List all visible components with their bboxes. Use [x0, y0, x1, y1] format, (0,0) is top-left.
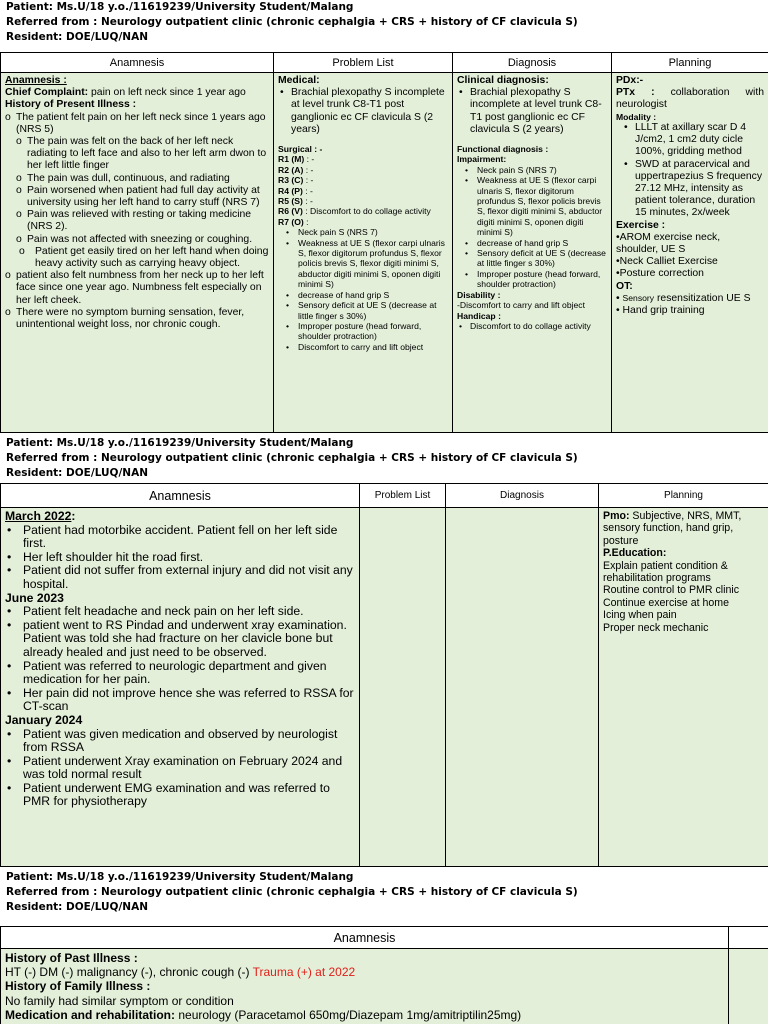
resident-info: Resident: DOE/LUQ/NAN	[6, 31, 148, 43]
problem-list-cell	[274, 73, 453, 433]
list-item: • decrease of hand grip S	[457, 238, 607, 248]
list-item: o Pain worsened when patient had full day activity at university using her left hand to carry stuff (NRS 7)	[16, 185, 269, 209]
ptx-line: PTx : collaboration with neurologist	[616, 87, 764, 111]
list-item: • Neck pain S (NRS 7)	[278, 227, 448, 237]
list-item: • Improper posture (head forward, shoulder protraction)	[457, 269, 607, 290]
page1-header	[0, 0, 768, 45]
impairment-list	[457, 165, 607, 290]
list-item: • Patient was given medication and observed by neurologist from RSSA	[5, 728, 355, 755]
hpi-label: History of Present Illness :	[5, 99, 137, 111]
impairment-label: Impairment:	[457, 154, 507, 165]
page1-table	[0, 52, 768, 433]
list-item: • Patient underwent Xray examination on February 2024 and was told normal result	[5, 755, 355, 782]
medication-line: Medication and rehabilitation: neurology (Paracetamol 650mg/Diazepam 1mg/amitriptilin25mg)	[5, 1007, 522, 1022]
education-item: Proper neck mechanic	[603, 621, 709, 634]
exercise-item: •Posture correction	[616, 268, 704, 280]
education-label: P.Education:	[603, 547, 667, 560]
list-item: • Weakness at UE S (flexor carpi ulnaris S, flexor digitorum profundus S, flexor policis brevis S, flexor digiti minimi S, abductor digiti minimi S, oponen digiti minimi S)	[278, 238, 448, 290]
r-item: R6 (V) : Discomfort to do collage activity	[278, 206, 431, 217]
col-anamnesis: Anamnesis	[1, 927, 729, 949]
list-item: • Sensory deficit at UE S (decrease at little finger s 30%)	[457, 248, 607, 269]
diagnosis-cell	[446, 508, 599, 867]
list-item: o Pain was not affected with sneezing or coughing.	[16, 234, 269, 246]
exercise-label: Exercise :	[616, 219, 666, 231]
clinical-diagnosis-label: Clinical diagnosis:	[457, 75, 549, 86]
col-anamnesis: Anamnesis	[1, 53, 274, 73]
section-heading: June 2023	[5, 590, 64, 605]
page2-table	[0, 483, 768, 867]
r7-list	[278, 227, 448, 352]
referral-info: Referred from : Neurology outpatient clinic (chronic cephalgia + CRS + history of CF clavicula S)	[6, 452, 578, 464]
disability-text: -Discomfort to carry and lift object	[457, 300, 585, 311]
list-item: o Pain was relieved with resting or taking medicine (NRS 2).	[16, 209, 269, 233]
list-item: • LLLT at axillary scar D 4 J/cm2, 1 cm2 duty cicle 100%, gridding method	[622, 122, 764, 159]
page3-header	[0, 870, 768, 915]
history-list	[5, 524, 355, 592]
medical-label: Medical:	[278, 75, 320, 86]
resident-info: Resident: DOE/LUQ/NAN	[6, 901, 148, 913]
planning-cell	[599, 508, 768, 867]
patient-info: Patient: Ms.U/18 y.o./11619239/University Student/Malang	[6, 437, 354, 449]
surgical-label: Surgical : -	[278, 144, 323, 155]
clinical-list	[457, 87, 607, 136]
education-item: Icing when pain	[603, 609, 677, 622]
history-list	[5, 728, 355, 810]
list-item: • Patient felt headache and neck pain on her left side.	[5, 605, 355, 619]
exercise-item: •AROM exercise neck, shoulder, UE S	[616, 231, 721, 256]
history-list	[5, 605, 355, 714]
pdx-label: PDx:-	[616, 75, 644, 86]
col-anamnesis: Anamnesis	[1, 484, 360, 508]
functional-diagnosis-label: Functional diagnosis :	[457, 144, 549, 155]
col-problem-list: Problem List	[274, 53, 453, 73]
resident-info: Resident: DOE/LUQ/NAN	[6, 467, 148, 479]
modality-label: Modality :	[616, 111, 657, 122]
exercise-item: •Neck Calliet Exercise	[616, 256, 718, 268]
modality-list	[616, 122, 764, 220]
medical-list	[278, 87, 448, 136]
education-item: Routine control to PMR clinic	[603, 584, 740, 597]
education-item: Continue exercise at home	[603, 596, 730, 609]
list-item: o The pain was dull, continuous, and radiating	[16, 173, 269, 185]
list-item: • Discomfort to do collage activity	[457, 321, 607, 331]
col-diagnosis: Diagnosis	[453, 53, 612, 73]
r-item: R1 (M) : -	[278, 154, 315, 165]
list-item: • Brachial plexopathy S incomplete at level trunk C8-T1 post ganglionic ec CF clavicula S (2 years)	[278, 87, 448, 136]
ot-label: OT:	[616, 280, 633, 292]
list-item: o Patient get easily tired on her left hand when doing heavy activity such as carrying heavy object.	[19, 246, 269, 270]
list-item: • Neck pain S (NRS 7)	[457, 165, 607, 175]
list-item: • Patient had motorbike accident. Patient fell on her left side first.	[5, 524, 355, 551]
r-item: R3 (C) : -	[278, 175, 314, 186]
r-item: R7 (O) :	[278, 216, 309, 227]
family-illness-text: No family had similar symptom or condition	[5, 993, 234, 1008]
diagnosis-cell	[453, 73, 612, 433]
list-item: • Patient underwent EMG examination and was referred to PMR for physiotherapy	[5, 782, 355, 809]
list-item: • Brachial plexopathy S incomplete at level trunk C8-T1 post ganglionic ec CF clavicula S (2 years)	[457, 87, 607, 136]
patient-info: Patient: Ms.U/18 y.o./11619239/University Student/Malang	[6, 1, 354, 13]
handicap-list	[457, 321, 607, 331]
list-item: • Discomfort to carry and lift object	[278, 342, 448, 352]
r-item: R2 (A) : -	[278, 164, 314, 175]
patient-info: Patient: Ms.U/18 y.o./11619239/University Student/Malang	[6, 871, 354, 883]
col-problem-list: Problem List	[360, 484, 446, 508]
extra-cell	[729, 949, 768, 1024]
ot-item: • Hand grip training	[616, 305, 705, 317]
handicap-label: Handicap :	[457, 310, 501, 321]
referral-info: Referred from : Neurology outpatient clinic (chronic cephalgia + CRS + history of CF clavicula S)	[6, 16, 578, 28]
hpi-list	[5, 112, 269, 332]
list-item: • Her pain did not improve hence she was referred to RSSA for CT-scan	[5, 687, 355, 714]
col-planning: Planning	[612, 53, 768, 73]
family-illness-label: History of Family Illness :	[5, 979, 151, 994]
section-heading: January 2024	[5, 712, 83, 727]
disability-label: Disability :	[457, 289, 501, 300]
past-illness-label: History of Past Illness :	[5, 951, 138, 965]
problem-list-cell	[360, 508, 446, 867]
r-item: R5 (S) : -	[278, 196, 313, 207]
list-item: • decrease of hand grip S	[278, 290, 448, 300]
list-item: • Weakness at UE S (flexor carpi ulnaris S, flexor digitorum profundus S, flexor policis brevis S, flexor digiti minimi S, abductor digiti minimi S, oponen digiti minimi S)	[457, 175, 607, 237]
list-item: • Improper posture (head forward, shoulder protraction)	[278, 321, 448, 342]
list-item: • Sensory deficit at UE S (decrease at little finger s 30%)	[278, 300, 448, 321]
referral-info: Referred from : Neurology outpatient clinic (chronic cephalgia + CRS + history of CF clavicula S)	[6, 886, 578, 898]
col-planning: Planning	[599, 484, 768, 508]
history-cell	[1, 508, 360, 867]
ot-item: • Sensory resensitization UE S	[616, 292, 751, 304]
list-item: o The patient felt pain on her left neck since 1 years ago (NRS 5)	[5, 112, 269, 136]
anamnesis-title: Anamnesis :	[5, 75, 67, 86]
planning-cell	[612, 73, 768, 433]
list-item: • Patient was referred to neurologic department and given medication for her pain.	[5, 660, 355, 687]
list-item: • Her left shoulder hit the road first.	[5, 551, 355, 565]
list-item: • patient went to RS Pindad and underwent xray examination. Patient was told she had fracture on her clavicle bone but already healed and just need to be observed.	[5, 619, 355, 660]
list-item: o There were no symptom burning sensation, fever, unintentional weight loss, nor chronic cough.	[5, 307, 269, 331]
list-item: o patient also felt numbness from her neck up to her left face since one year ago. Numbness felt especially on her left cheek.	[5, 270, 269, 307]
past-illness-text: HT (-) DM (-) malignancy (-), chronic cough (-) Trauma (+) at 2022	[5, 965, 356, 980]
list-item: • SWD at paracervical and uppertrapezius S frequency 27.12 MHz, intensity as patient tolerance, duration 15 minutes, 2x/week	[622, 159, 764, 220]
col-diagnosis: Diagnosis	[446, 484, 599, 508]
anamnesis-cell	[1, 73, 274, 433]
extra-column	[729, 927, 768, 949]
page2-header	[0, 436, 768, 481]
section-heading: March 2022:	[5, 509, 76, 523]
list-item: o The pain was felt on the back of her left neck radiating to left face and also to her left arm dwon to her left little finger	[16, 136, 269, 173]
pmo-line: Pmo: Subjective, NRS, MMT, sensory function, hand grip, posture	[603, 510, 742, 547]
chief-complaint: Chief Complaint: pain on left neck since 1 year ago	[5, 87, 246, 99]
page3-table	[0, 926, 768, 1024]
list-item: • Patient did not suffer from external injury and did not visit any hospital.	[5, 564, 355, 591]
education-item: Explain patient condition & rehabilitation programs	[603, 559, 728, 585]
r-item: R4 (P) : -	[278, 185, 313, 196]
history-cell	[1, 949, 729, 1024]
